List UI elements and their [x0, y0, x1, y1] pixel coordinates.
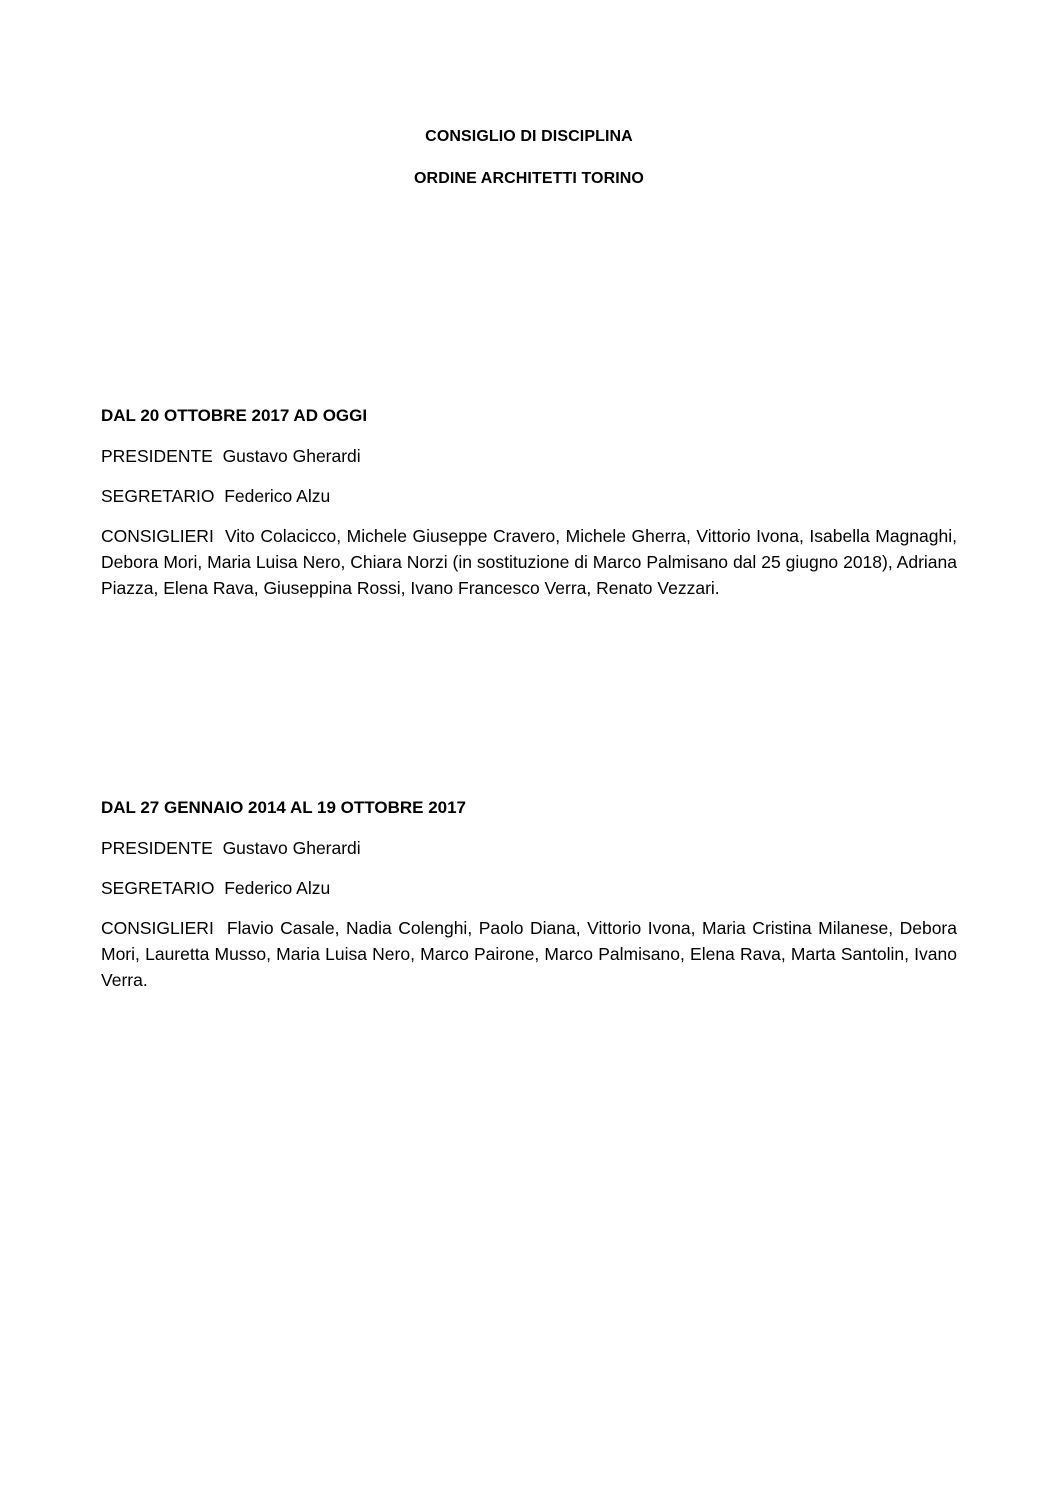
secretary-name: Federico Alzu — [224, 878, 331, 898]
section-period-heading: DAL 20 OTTOBRE 2017 AD OGGI — [101, 406, 368, 425]
president-line — [101, 443, 957, 469]
president-line — [101, 835, 957, 861]
document-title: CONSIGLIO DI DISCIPLINA — [425, 128, 633, 145]
councillors-role: CONSIGLIERI — [101, 526, 214, 546]
secretary-name: Federico Alzu — [224, 486, 331, 506]
councillors-list: Flavio Casale, Nadia Colenghi, Paolo Diana, Vittorio Ivona, Maria Cristina Milanese, Debora Mori, Lauretta Musso, Maria Luisa Nero, Marco Pairone, Marco Palmisano, Elena Rava, Marta Santolin, Ivano Verra. — [101, 918, 957, 990]
president-role: PRESIDENTE — [101, 446, 213, 466]
president-role: PRESIDENTE — [101, 838, 213, 858]
secretary-line — [101, 483, 957, 509]
councillors-role: CONSIGLIERI — [101, 918, 214, 938]
president-name: Gustavo Gherardi — [222, 838, 361, 858]
document-subtitle: ORDINE ARCHITETTI TORINO — [414, 170, 644, 187]
section-period-heading: DAL 27 GENNAIO 2014 AL 19 OTTOBRE 2017 — [101, 798, 467, 817]
secretary-line — [101, 875, 957, 901]
councillors-paragraph — [101, 915, 957, 993]
council-section-2014 — [101, 795, 957, 993]
councillors-list: Vito Colacicco, Michele Giuseppe Cravero, Michele Gherra, Vittorio Ivona, Isabella Magnaghi, Debora Mori, Maria Luisa Nero, Chiara Norzi (in sostituzione di Marco Palmisano dal 25 giugno 2018), Adriana Piazza, Elena Rava, Giuseppina Rossi, Ivano Francesco Verra, Renato Vezzari. — [101, 526, 957, 598]
councillors-paragraph — [101, 523, 957, 601]
council-section-2017 — [101, 403, 957, 601]
secretary-role: SEGRETARIO — [101, 486, 215, 506]
secretary-role: SEGRETARIO — [101, 878, 215, 898]
president-name: Gustavo Gherardi — [222, 446, 361, 466]
